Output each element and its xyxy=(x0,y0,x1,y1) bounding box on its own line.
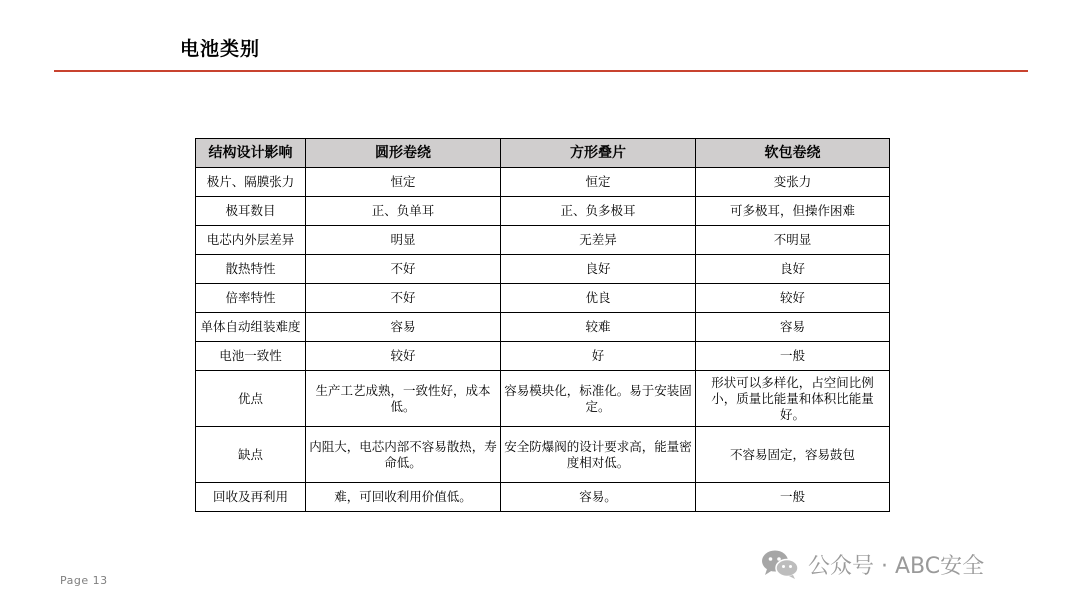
table-cell: 安全防爆阀的设计要求高，能量密度相对低。 xyxy=(501,427,696,483)
table-cell: 不明显 xyxy=(696,226,890,255)
table-cell: 生产工艺成熟，一致性好，成本低。 xyxy=(306,371,501,427)
row-label: 优点 xyxy=(196,371,306,427)
table-row xyxy=(196,313,890,342)
table-cell: 一般 xyxy=(696,483,890,512)
table-cell: 明显 xyxy=(306,226,501,255)
table-row xyxy=(196,255,890,284)
table-cell: 变张力 xyxy=(696,168,890,197)
column-header: 软包卷绕 xyxy=(696,139,890,168)
table-cell: 正、负单耳 xyxy=(306,197,501,226)
row-label: 极片、隔膜张力 xyxy=(196,168,306,197)
watermark-text: 公众号 · ABC安全 xyxy=(808,553,985,579)
row-label: 倍率特性 xyxy=(196,284,306,313)
table-cell: 难，可回收利用价值低。 xyxy=(306,483,501,512)
watermark xyxy=(760,548,984,580)
title-divider xyxy=(54,70,1028,72)
table-cell: 恒定 xyxy=(501,168,696,197)
table-cell: 不容易固定，容易鼓包 xyxy=(696,427,890,483)
row-label: 回收及再利用 xyxy=(196,483,306,512)
column-header: 方形叠片 xyxy=(501,139,696,168)
table-cell: 不好 xyxy=(306,284,501,313)
table-row xyxy=(196,284,890,313)
row-label: 缺点 xyxy=(196,427,306,483)
table-row xyxy=(196,483,890,512)
table-cell: 恒定 xyxy=(306,168,501,197)
table-cell: 容易模块化，标准化。易于安装固定。 xyxy=(501,371,696,427)
table-row xyxy=(196,226,890,255)
table-cell: 容易 xyxy=(696,313,890,342)
table-cell: 无差异 xyxy=(501,226,696,255)
table-cell: 内阻大，电芯内部不容易散热，寿命低。 xyxy=(306,427,501,483)
page-title: 电池类别 xyxy=(180,38,261,60)
column-header: 结构设计影响 xyxy=(196,139,306,168)
row-label: 电池一致性 xyxy=(196,342,306,371)
table-row xyxy=(196,371,890,427)
table-cell: 可多极耳，但操作困难 xyxy=(696,197,890,226)
table-cell: 不好 xyxy=(306,255,501,284)
column-header: 圆形卷绕 xyxy=(306,139,501,168)
table-cell: 较好 xyxy=(696,284,890,313)
table-cell: 好 xyxy=(501,342,696,371)
table-row xyxy=(196,342,890,371)
battery-comparison-table xyxy=(195,138,890,512)
wechat-icon xyxy=(760,548,800,580)
table-cell: 较难 xyxy=(501,313,696,342)
table-row xyxy=(196,168,890,197)
page-number: Page 13 xyxy=(60,574,108,587)
table-cell: 容易。 xyxy=(501,483,696,512)
table-cell: 容易 xyxy=(306,313,501,342)
table-cell: 形状可以多样化，占空间比例小，质量比能量和体积比能量好。 xyxy=(696,371,890,427)
table-cell: 良好 xyxy=(696,255,890,284)
table-cell: 良好 xyxy=(501,255,696,284)
row-label: 极耳数目 xyxy=(196,197,306,226)
row-label: 散热特性 xyxy=(196,255,306,284)
table-row xyxy=(196,427,890,483)
table-cell: 优良 xyxy=(501,284,696,313)
table-cell: 较好 xyxy=(306,342,501,371)
table-header-row xyxy=(196,139,890,168)
table-cell: 正、负多极耳 xyxy=(501,197,696,226)
table-cell: 一般 xyxy=(696,342,890,371)
row-label: 电芯内外层差异 xyxy=(196,226,306,255)
table-row xyxy=(196,197,890,226)
row-label: 单体自动组装难度 xyxy=(196,313,306,342)
